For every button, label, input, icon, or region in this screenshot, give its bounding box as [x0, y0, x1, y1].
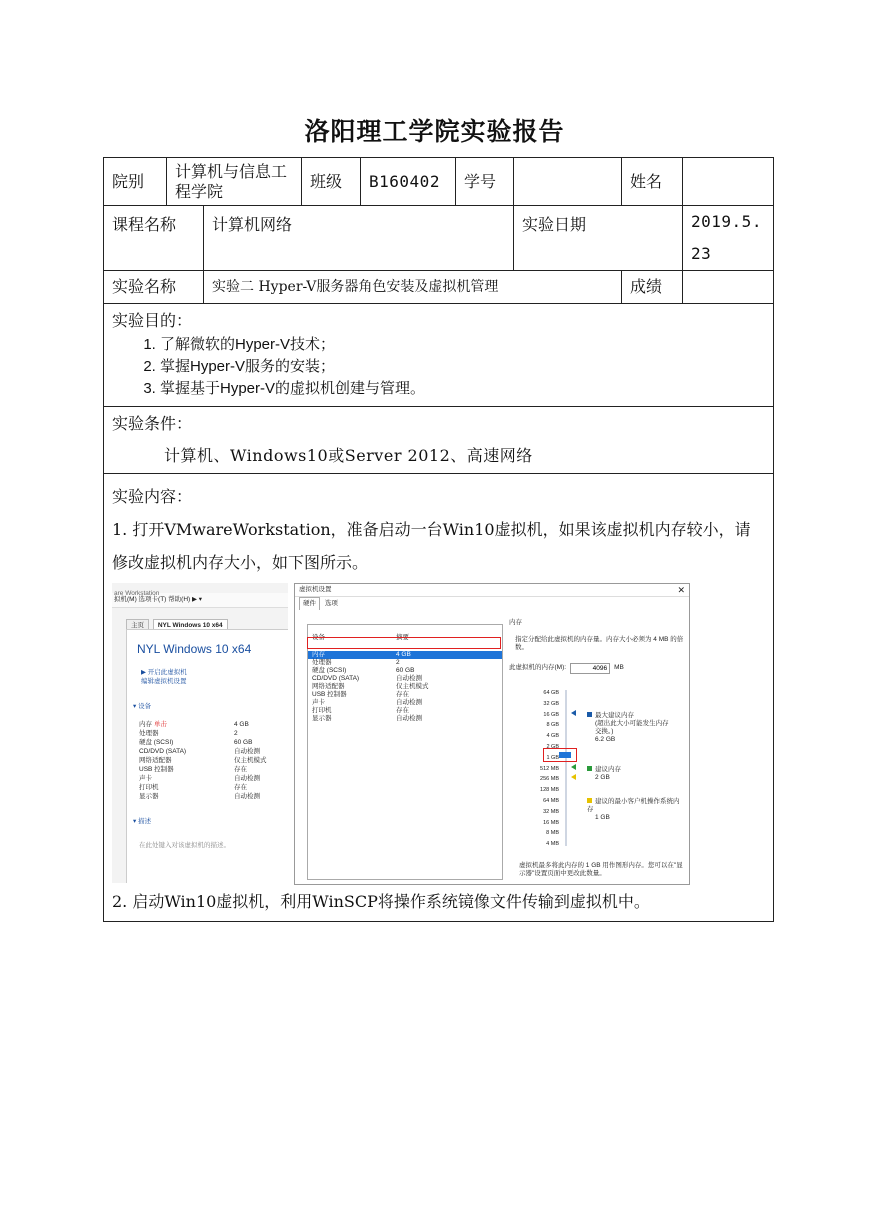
- device-row[interactable]: [139, 774, 288, 783]
- click-note: 单击: [153, 721, 167, 728]
- device-value: 存在: [234, 766, 247, 773]
- hardware-row[interactable]: [308, 707, 502, 715]
- purpose-heading: 实验目的：: [112, 311, 193, 330]
- col-device: 设备: [312, 634, 325, 641]
- footer-note: 虚拟机最多将此内存的 1 GB 用作图形内存。您可以在"显示器"设置页面中更改此数量。: [519, 862, 683, 877]
- hardware-row[interactable]: [308, 691, 502, 699]
- id-label: 学号: [456, 158, 514, 206]
- device-value: 自动检测: [234, 793, 260, 800]
- device-name: 打印机: [139, 784, 159, 791]
- device-value: 2: [396, 659, 400, 666]
- device-value: 4 GB: [234, 721, 249, 728]
- max-square-icon: [587, 712, 592, 717]
- scale-tick: 32 MB: [543, 808, 559, 815]
- legend-min-label: 建议的最小客户机操作系统内存: [587, 798, 680, 813]
- device-name: 声卡: [139, 775, 152, 782]
- max-marker-icon: [571, 710, 576, 716]
- device-name: 显示器: [312, 715, 332, 722]
- date-label: 实验日期: [514, 206, 683, 271]
- content-step2: 2. 启动Win10虚拟机，利用WinSCP将操作系统镜像文件传输到虚拟机中。: [112, 892, 650, 911]
- dept-value: 计算机与信息工程学院: [167, 158, 302, 206]
- memory-desc: 指定分配给此虚拟机的内存量。内存大小必须为 4 MB 的倍数。: [515, 636, 684, 651]
- device-row[interactable]: [139, 756, 288, 765]
- device-name: 内存: [139, 721, 152, 728]
- vmware-window: [112, 583, 288, 883]
- dialog-titlebar: [295, 584, 689, 597]
- memory-input-row: [509, 657, 685, 679]
- device-name: CD/DVD (SATA): [312, 675, 360, 682]
- hardware-row[interactable]: [308, 667, 502, 675]
- dept-label: 院别: [104, 158, 167, 206]
- vm-settings-dialog: [294, 583, 690, 885]
- course-value: 计算机网络: [204, 206, 514, 271]
- device-name: 处理器: [312, 659, 332, 666]
- hardware-row[interactable]: [308, 651, 502, 659]
- legend-max-label: 最大建议内存: [595, 712, 634, 719]
- conditions-heading: 实验条件：: [112, 414, 193, 433]
- scale-tick: 8 MB: [546, 830, 559, 837]
- purpose-list: [112, 334, 765, 400]
- scale-tick: 512 MB: [540, 765, 559, 772]
- memory-scale: [519, 688, 559, 850]
- device-value: 60 GB: [234, 739, 253, 746]
- edit-vm-settings-link[interactable]: 编辑虚拟机设置: [141, 678, 187, 685]
- device-value: 仅主机模式: [396, 683, 429, 690]
- content-heading: 实验内容：: [112, 487, 193, 506]
- devices-heading[interactable]: ▾ 设备: [133, 703, 152, 710]
- device-row[interactable]: [139, 729, 288, 738]
- hardware-row[interactable]: [308, 675, 502, 683]
- device-value: 自动检测: [234, 748, 260, 755]
- close-icon[interactable]: ✕: [677, 585, 685, 595]
- hardware-list: [307, 624, 503, 880]
- device-name: 硬盘 (SCSI): [312, 667, 347, 674]
- tab-strip: [126, 615, 230, 629]
- tab-options[interactable]: 选项: [324, 600, 338, 607]
- memory-input[interactable]: [570, 663, 610, 674]
- hardware-row[interactable]: [308, 659, 502, 667]
- course-label: 课程名称: [104, 206, 204, 271]
- slider-highlight: [543, 748, 577, 762]
- dialog-title: 虚拟机设置: [299, 586, 332, 593]
- vm-pane: [126, 629, 288, 883]
- scale-tick: 2 GB: [546, 743, 559, 750]
- min-square-icon: [587, 798, 592, 803]
- scale-tick: 64 GB: [543, 690, 559, 696]
- exp-value: 实验二 Hyper-V服务器角色安装及虚拟机管理: [204, 271, 622, 304]
- scale-tick: 1 GB: [546, 754, 559, 761]
- legend-rec-value: 2 GB: [595, 774, 610, 781]
- device-value: 存在: [234, 784, 247, 791]
- device-value: 存在: [396, 707, 409, 714]
- hardware-row[interactable]: [308, 715, 502, 723]
- legend-max-value: 6.2 GB: [595, 736, 616, 743]
- purpose-item: 3. 掌握基于Hyper-V的虚拟机创建与管理。: [160, 378, 765, 400]
- device-name: 网络适配器: [139, 757, 172, 764]
- device-row[interactable]: [139, 783, 288, 792]
- scale-tick: 8 GB: [546, 722, 559, 729]
- vmware-screenshot: [112, 583, 688, 883]
- device-name: CD/DVD (SATA): [139, 748, 187, 755]
- memory-label: 此虚拟机的内存(M):: [509, 664, 567, 671]
- scale-tick: 128 MB: [540, 787, 559, 794]
- memory-panel: [509, 612, 685, 878]
- scale-tick: 256 MB: [540, 776, 559, 783]
- device-row[interactable]: [139, 738, 288, 747]
- memory-unit: MB: [614, 664, 624, 671]
- min-marker-icon: [571, 774, 576, 780]
- device-name: USB 控制器: [312, 691, 347, 698]
- device-row[interactable]: [139, 765, 288, 774]
- device-value: 仅主机模式: [234, 757, 267, 764]
- memory-heading: 内存: [509, 619, 522, 626]
- scale-tick: 4 GB: [546, 733, 559, 740]
- menu-bar[interactable]: 拟机(M) 选项卡(T) 帮助(H) ▶ ▾: [112, 593, 288, 608]
- scale-tick: 4 MB: [546, 841, 559, 848]
- report-table: [103, 157, 774, 922]
- device-value: 60 GB: [396, 667, 415, 674]
- name-value: [683, 158, 774, 206]
- memory-slider-track[interactable]: [565, 690, 567, 846]
- legend-min-value: 1 GB: [595, 814, 610, 821]
- device-name: USB 控制器: [139, 766, 174, 773]
- device-value: 自动检测: [396, 715, 422, 722]
- legend-recommended: [587, 766, 621, 782]
- conditions-text: 计算机、Windows10或Server 2012、高速网络: [164, 446, 533, 465]
- device-name: 硬盘 (SCSI): [139, 739, 174, 746]
- content-section: [104, 474, 774, 922]
- device-row[interactable]: [139, 747, 288, 756]
- start-vm-link[interactable]: ▶ 开启此虚拟机: [141, 669, 187, 676]
- legend-minimum: [587, 798, 685, 822]
- id-value: [514, 158, 622, 206]
- device-row[interactable]: [139, 792, 288, 801]
- vm-name: NYL Windows 10 x64: [137, 642, 252, 656]
- device-value: 自动检测: [396, 699, 422, 706]
- class-value: B160402: [361, 158, 456, 206]
- page-title: 洛阳理工学院实验报告: [304, 117, 565, 146]
- selected-row-highlight: [307, 637, 501, 649]
- device-value: 存在: [396, 691, 409, 698]
- device-name: 网络适配器: [312, 683, 345, 690]
- device-row[interactable]: [139, 720, 288, 729]
- device-value: 自动检测: [234, 775, 260, 782]
- device-name: 声卡: [312, 699, 325, 706]
- scale-tick: 64 MB: [543, 797, 559, 804]
- hardware-row[interactable]: [308, 683, 502, 691]
- dialog-tabs: [295, 597, 689, 609]
- recommended-square-icon: [587, 766, 592, 771]
- description-heading[interactable]: ▾ 描述: [133, 818, 152, 825]
- device-name: 内存: [312, 651, 325, 658]
- scale-tick: 16 MB: [543, 819, 559, 826]
- device-name: 显示器: [139, 793, 159, 800]
- grade-label: 成绩: [622, 271, 683, 304]
- description-text[interactable]: 在此处键入对该虚拟机的描述。: [139, 842, 230, 849]
- exp-label: 实验名称: [104, 271, 204, 304]
- tab-vm[interactable]: NYL Windows 10 x64: [153, 619, 228, 633]
- date-value: 2019.5.23: [683, 206, 774, 271]
- device-value: 2: [234, 730, 238, 737]
- device-name: 处理器: [139, 730, 159, 737]
- scale-tick: 32 GB: [543, 700, 559, 707]
- legend-max: [587, 712, 675, 744]
- tab-hardware[interactable]: 硬件: [299, 597, 320, 610]
- grade-value: [683, 271, 774, 304]
- content-step1: 1. 打开VMwareWorkstation，准备启动一台Win10虚拟机，如果该虚拟机内存较小，请修改虚拟机内存大小，如下图所示。: [112, 520, 751, 572]
- legend-max-note: (超出此大小可能发生内存交换。): [595, 720, 669, 735]
- purpose-item: 1. 了解微软的Hyper-V技术；: [160, 334, 765, 356]
- purpose-item: 2. 掌握Hyper-V服务的安装；: [160, 356, 765, 378]
- conditions-section: [104, 407, 774, 474]
- name-label: 姓名: [622, 158, 683, 206]
- hardware-row[interactable]: [308, 699, 502, 707]
- tab-home[interactable]: 主页: [126, 619, 149, 633]
- scale-tick: 16 GB: [543, 711, 559, 718]
- app-title: [112, 583, 288, 593]
- purpose-section: [104, 304, 774, 407]
- device-value: 自动检测: [396, 675, 422, 682]
- col-summary: 摘要: [396, 634, 409, 641]
- device-name: 打印机: [312, 707, 332, 714]
- recommended-marker-icon: [571, 764, 576, 770]
- device-value: 4 GB: [396, 651, 411, 658]
- class-label: 班级: [302, 158, 361, 206]
- legend-rec-label: 建议内存: [595, 766, 621, 773]
